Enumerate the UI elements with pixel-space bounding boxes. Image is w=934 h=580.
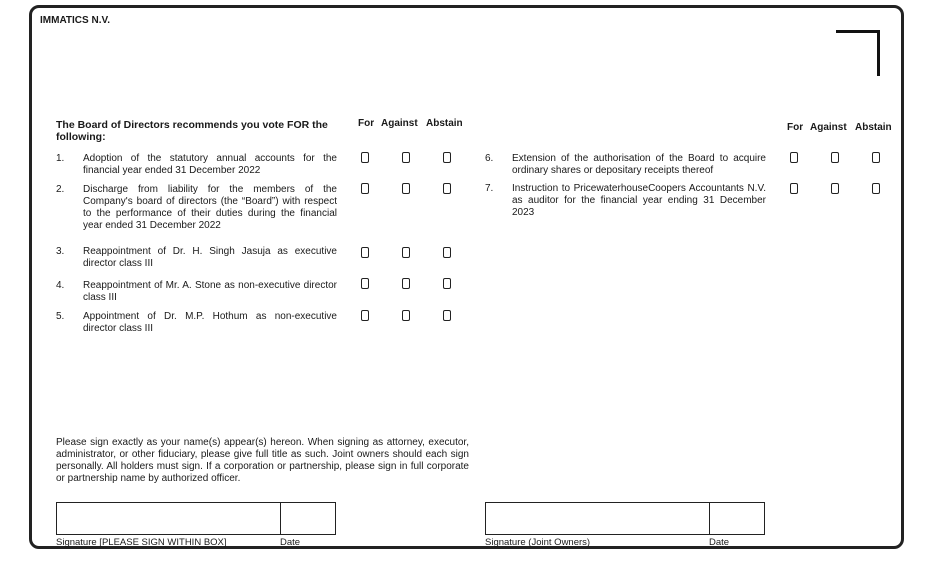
proposal-5-number: 5.: [56, 311, 65, 322]
proposal-2-for-checkbox[interactable]: [361, 183, 369, 194]
proposal-6-abstain-checkbox[interactable]: [872, 152, 880, 163]
proposal-5-for-checkbox[interactable]: [361, 310, 369, 321]
right-header-abstain: Abstain: [855, 122, 892, 133]
joint-signature-box[interactable]: [485, 502, 710, 535]
signature-label: Signature [PLEASE SIGN WITHIN BOX]: [56, 537, 227, 548]
proposal-1-for-checkbox[interactable]: [361, 152, 369, 163]
proposal-4-text: Reappointment of Mr. A. Stone as non-executive director class III: [83, 280, 337, 303]
joint-signature-label: Signature (Joint Owners): [485, 537, 591, 548]
proposal-6-against-checkbox[interactable]: [831, 152, 839, 163]
proposal-3-against-checkbox[interactable]: [402, 247, 410, 258]
proposal-2-abstain-checkbox[interactable]: [443, 183, 451, 194]
proposal-7-against-checkbox[interactable]: [831, 183, 839, 194]
left-header-for: For: [358, 118, 375, 129]
signature-box[interactable]: [56, 502, 281, 535]
proposal-2-against-checkbox[interactable]: [402, 183, 410, 194]
proposal-6-number: 6.: [485, 153, 494, 164]
joint-signature-date-label: Date: [709, 537, 730, 548]
proposal-5-against-checkbox[interactable]: [402, 310, 410, 321]
proposal-3-abstain-checkbox[interactable]: [443, 247, 451, 258]
proposal-2-text: Discharge from liability for the members of the Company's board of directors (the “Board”) with respect to the performance of their duties during the financial year ended 31 December 2022: [83, 184, 337, 231]
proposal-5-abstain-checkbox[interactable]: [443, 310, 451, 321]
joint-signature-date-box[interactable]: [709, 502, 765, 535]
proposal-4-number: 4.: [56, 280, 65, 291]
proposal-1-number: 1.: [56, 153, 65, 164]
proposal-7-text: Instruction to PricewaterhouseCoopers Accountants N.V. as auditor for the financial year ending 31 December 2023: [512, 183, 766, 218]
proposal-1-against-checkbox[interactable]: [402, 152, 410, 163]
left-header-abstain: Abstain: [426, 118, 463, 129]
left-header-against: Against: [381, 118, 418, 129]
proposal-3-for-checkbox[interactable]: [361, 247, 369, 258]
proposal-5-text: Appointment of Dr. M.P. Hothum as non-executive director class III: [83, 311, 337, 334]
proposal-3-text: Reappointment of Dr. H. Singh Jasuja as executive director class III: [83, 246, 337, 269]
proposal-1-abstain-checkbox[interactable]: [443, 152, 451, 163]
proposal-7-abstain-checkbox[interactable]: [872, 183, 880, 194]
signing-instructions: Please sign exactly as your name(s) appear(s) hereon. When signing as attorney, executor, administrator, or other fiduciary, please give full title as such. Joint owners should each sign personally. All holders must sign. If a corporation or partnership, please sign in full corporate or partnership name by authorized officer.: [56, 437, 469, 484]
proposal-2-number: 2.: [56, 184, 65, 195]
corner-registration-mark: [836, 30, 880, 76]
company-name: IMMATICS N.V.: [40, 15, 111, 26]
signature-date-box[interactable]: [280, 502, 336, 535]
proposal-7-number: 7.: [485, 183, 494, 194]
right-header-against: Against: [810, 122, 847, 133]
right-header-for: For: [787, 122, 804, 133]
proposal-6-text: Extension of the authorisation of the Board to acquire ordinary shares or depositary receipts thereof: [512, 153, 766, 176]
signature-date-label: Date: [280, 537, 301, 548]
proposal-6-for-checkbox[interactable]: [790, 152, 798, 163]
proposal-4-for-checkbox[interactable]: [361, 278, 369, 289]
proposal-7-for-checkbox[interactable]: [790, 183, 798, 194]
proposal-4-against-checkbox[interactable]: [402, 278, 410, 289]
proposal-1-text: Adoption of the statutory annual accounts for the financial year ended 31 December 2022: [83, 153, 337, 176]
proposal-4-abstain-checkbox[interactable]: [443, 278, 451, 289]
board-recommendation: The Board of Directors recommends you vote FOR the following:: [56, 119, 328, 143]
proposal-3-number: 3.: [56, 246, 65, 257]
